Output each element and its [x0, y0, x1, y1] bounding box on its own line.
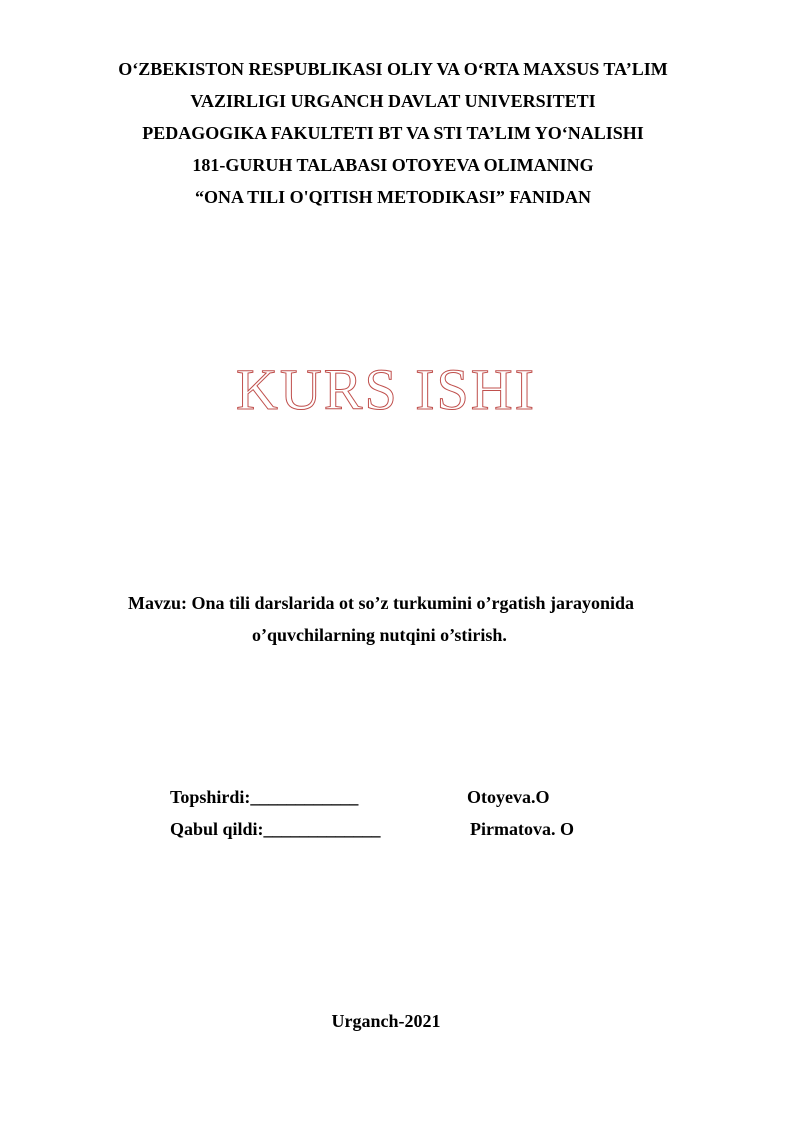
header-line-subject: “ONA TILI O'QITISH METODIKASI” FANIDAN — [194, 187, 592, 207]
accepted-label: Qabul qildi:_____________ — [170, 819, 381, 839]
submitted-name: Otoyeva.O — [467, 787, 550, 807]
header-line-university: VAZIRLIGI URGANCH DAVLAT UNIVERSITETI — [190, 91, 596, 111]
accepted-name: Pirmatova. O — [470, 819, 574, 839]
footer-place-year: Urganch-2021 — [331, 1011, 441, 1031]
header-line-student: 181-GURUH TALABASI OTOYEVA OLIMANING — [192, 155, 594, 175]
submitted-label: Topshirdi:____________ — [170, 787, 359, 807]
document-title: KURS ISHI — [236, 357, 536, 422]
topic-line-1: Mavzu: Ona tili darslarida ot so’z turkumini o’rgatish jarayonida — [128, 593, 635, 613]
header-line-faculty: PEDAGOGIKA FAKULTETI BT VA STI TA’LIM YO‘NALISHI — [142, 123, 644, 143]
header-line-ministry: O‘ZBEKISTON RESPUBLIKASI OLIY VA O‘RTA MAXSUS TA’LIM — [118, 59, 668, 79]
topic-line-2: o’quvchilarning nutqini o’stirish. — [252, 625, 507, 645]
